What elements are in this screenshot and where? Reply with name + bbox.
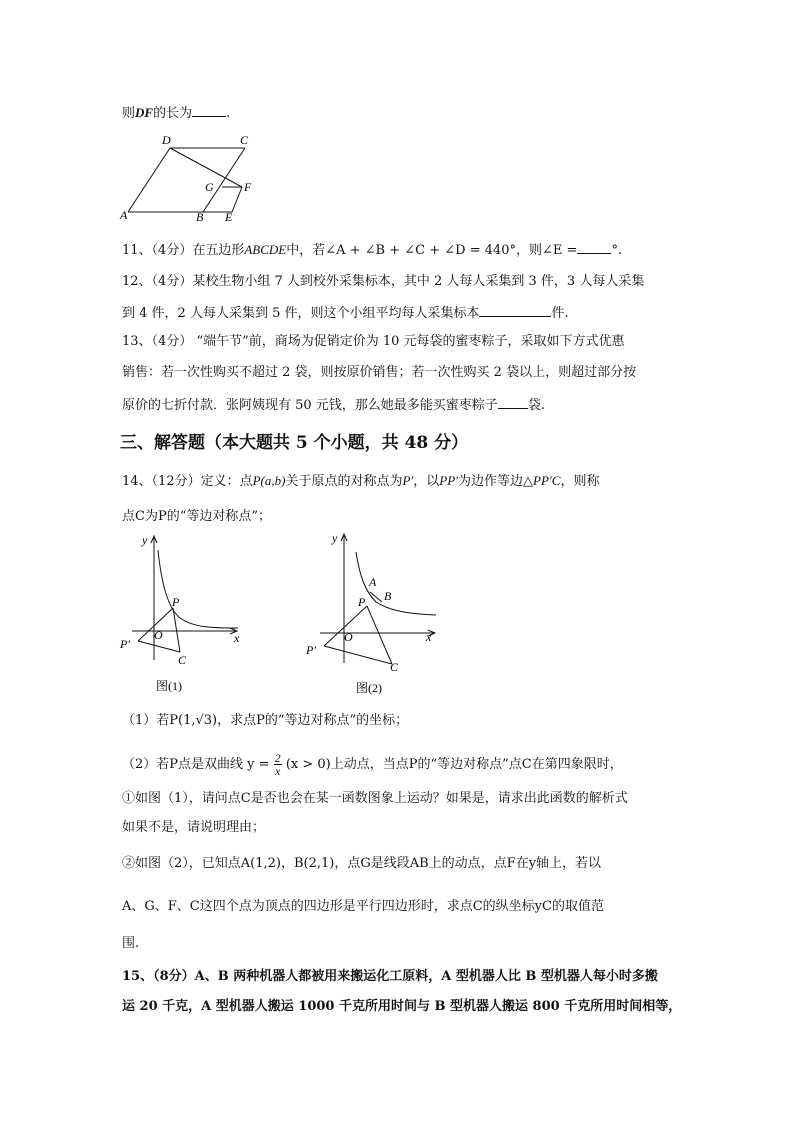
label-e: E (225, 210, 233, 224)
label-p: P (358, 595, 366, 609)
q14-part-2a-line2: 如果不是，请说明理由； (122, 820, 266, 835)
label-p-prime: P′ (120, 637, 130, 651)
section-heading: 三、解答题（本大题共 5 个小题，共 48 分） (120, 433, 469, 453)
q11-end: °. (611, 243, 623, 258)
segment-fe (232, 187, 242, 212)
label-x: x (234, 631, 240, 645)
q13-text: 原价的七折付款．张阿姨现有 50 元钱，那么她最多能买蜜枣粽子 (122, 398, 498, 413)
q10-prefix: 则 (122, 106, 136, 121)
answer-blank (498, 395, 528, 409)
question-11 (122, 240, 622, 260)
q14-part-2b-line3: 围. (122, 936, 140, 951)
figure-1-graph (118, 530, 248, 700)
label-y: y (142, 533, 148, 547)
point-p-prime: P′ (402, 473, 414, 488)
q14-text-c: 为边作等边 (458, 474, 524, 489)
label-c: C (240, 133, 249, 147)
parallelogram-figure (112, 128, 272, 228)
q10-end: . (226, 106, 231, 121)
label-y: y (332, 531, 338, 545)
question-13-line2: 销售：若一次性购买不超过 2 袋，则按原价销售；若一次性购买 2 袋以上，则超过部分按 (122, 365, 637, 380)
label-f: F (244, 180, 252, 194)
q10-suffix: 的长为 (153, 106, 193, 121)
q14-text-a: 关于原点的对称点为 (285, 474, 403, 489)
fraction-denominator: x (275, 764, 281, 778)
segment-p-prime-c (324, 646, 392, 664)
label-x: x (426, 630, 432, 644)
triangle-ppc: △PP′C (523, 473, 561, 488)
label-o: O (344, 630, 353, 644)
question-12-line2 (122, 303, 569, 323)
hyperbola-curve (158, 550, 238, 628)
figure-2-graph (300, 528, 450, 700)
label-b: B (196, 210, 204, 224)
fraction-2-over-x (274, 752, 282, 777)
q12-end: 件. (551, 306, 569, 321)
q14-part-1: （1）若P(1,√3)，求点P的“等边对称点”的坐标； (122, 713, 409, 728)
q14-text-b: ，以 (413, 474, 440, 489)
answer-blank (577, 240, 611, 254)
question-13-line3 (122, 395, 545, 415)
segment-pp-prime: PP′ (439, 473, 459, 488)
question-14-line2: 点C为P的“等边对称点”； (122, 509, 271, 524)
label-d: D (162, 133, 171, 147)
label-o: O (154, 628, 163, 642)
label-p-prime: P′ (306, 643, 316, 657)
label-b: B (384, 589, 392, 603)
segment-p-prime-c (138, 641, 180, 652)
question-15-line1: 15、（8分）A、B 两种机器人都被用来搬运化工原料，A 型机器人比 B 型机器人每小时多搬 (122, 969, 658, 984)
answer-blank (479, 303, 551, 317)
label-g: G (205, 180, 214, 194)
label-a: A (120, 208, 128, 222)
hyperbola-curve (356, 552, 436, 615)
question-13-line1: 13、（4分） “端午节”前，商场为促销定价为 10 元每袋的蜜枣粽子，采取如下方式优惠 (122, 334, 625, 349)
label-c: C (178, 653, 187, 667)
figure-1-caption: 图(1) (156, 679, 182, 693)
q13-end: 袋. (527, 398, 545, 413)
q14-part-2 (122, 752, 623, 777)
q10-df-label: DF (135, 105, 154, 120)
point-p-ab: P(a,b) (252, 473, 286, 488)
question-15-line2: 运 20 千克，A 型机器人搬运 1000 千克所用时间与 B 型机器人搬运 800 千克所用时间相等， (122, 999, 682, 1014)
q14-part2-prefix: （2）若P点是双曲线 y = (122, 757, 270, 772)
q11-text: 中，若∠A + ∠B + ∠C + ∠D = 440°，则∠E = (286, 243, 578, 258)
label-a: A (369, 575, 377, 589)
q14-part-2b-line1: ②如图（2），已知点A(1,2)，B(2,1)，点G是线段AB上的动点，点F在y轴上，若以 (122, 856, 602, 871)
figure-2-caption: 图(2) (356, 681, 382, 695)
q10-answer-line (122, 103, 230, 123)
q11-shape: ABCDE (244, 242, 287, 257)
q14-part-2b-line2: A、G、F、C这四个点为顶点的四边形是平行四边形时，求点C的纵坐标yC的取值范 (122, 899, 604, 914)
side-ad (128, 148, 170, 212)
question-14-line1 (122, 472, 599, 491)
q11-number: 11、（4分）在五边形 (122, 243, 245, 258)
q14-part2-suffix: (x > 0)上动点，当点P的“等边对称点”点C在第四象限时， (285, 757, 623, 772)
fraction-numerator: 2 (274, 751, 281, 765)
q14-text-d: ，则称 (560, 474, 600, 489)
segment-pc (367, 606, 392, 664)
q12-text: 到 4 件，2 人每人采集到 5 件，则这个小组平均每人采集标本 (122, 306, 480, 321)
label-c: C (390, 660, 399, 674)
answer-blank (192, 103, 226, 117)
label-p: P (172, 595, 180, 609)
question-12-line1: 12、（4分）某校生物小组 7 人到校外采集标本，其中 2 人每人采集到 3 件，3 人每人采集 (122, 274, 645, 289)
q14-number: 14、（12分）定义：点 (122, 474, 253, 489)
q14-part-2a-line1: ①如图（1），请问点C是否也会在某一函数图象上运动？如果是，请求出此函数的解析式 (122, 791, 628, 806)
